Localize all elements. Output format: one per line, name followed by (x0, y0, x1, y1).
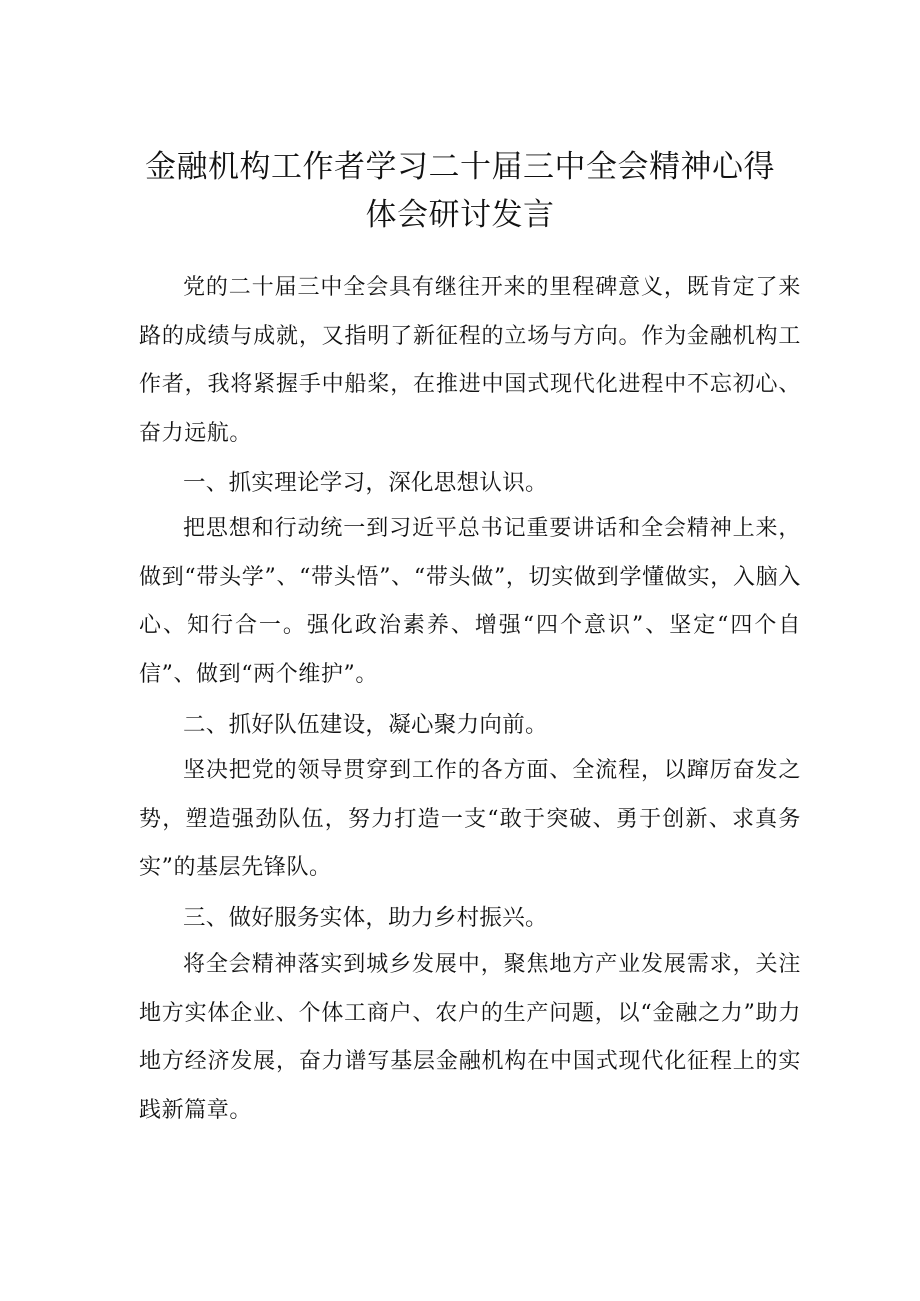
section-heading-2: 二、抓好队伍建设，凝心聚力向前。 (183, 712, 548, 738)
title-line-2: 体会研讨发言 (365, 197, 555, 233)
intro-paragraph: 党的二十届三中全会具有继往开来的里程碑意义，既肯定了来路的成绩与成就，又指明了新征程的立场与方向。作为金融机构工作者，我将紧握手中船桨，在推进中国式现代化进程中不忘初心、奋力远航。 (139, 275, 801, 446)
section-body-1: 把思想和行动统一到习近平总书记重要讲话和全会精神上来，做到“带头学”、“带头悟”、“带头做”，切实做到学懂做实，入脑入心、知行合一。强化政治素养、增强“四个意识”、坚定“四个自信”、做到“两个维护”。 (139, 516, 801, 687)
section-heading-3: 三、做好服务实体，助力乡村振兴。 (183, 905, 548, 931)
section-body-3: 将全会精神落实到城乡发展中，聚焦地方产业发展需求，关注地方实体企业、个体工商户、农户的生产问题，以“金融之力”助力地方经济发展，奋力谱写基层金融机构在中国式现代化征程上的实践新篇章。 (139, 952, 801, 1123)
section-heading-1: 一、抓实理论学习，深化思想认识。 (183, 470, 548, 496)
title-line-1: 金融机构工作者学习二十届三中全会精神心得 (145, 149, 775, 185)
section-body-2: 坚决把党的领导贯穿到工作的各方面、全流程，以蹿厉奋发之势，塑造强劲队伍，努力打造一支“敢于突破、勇于创新、求真务实”的基层先锋队。 (139, 758, 801, 880)
document-title (100, 143, 820, 239)
